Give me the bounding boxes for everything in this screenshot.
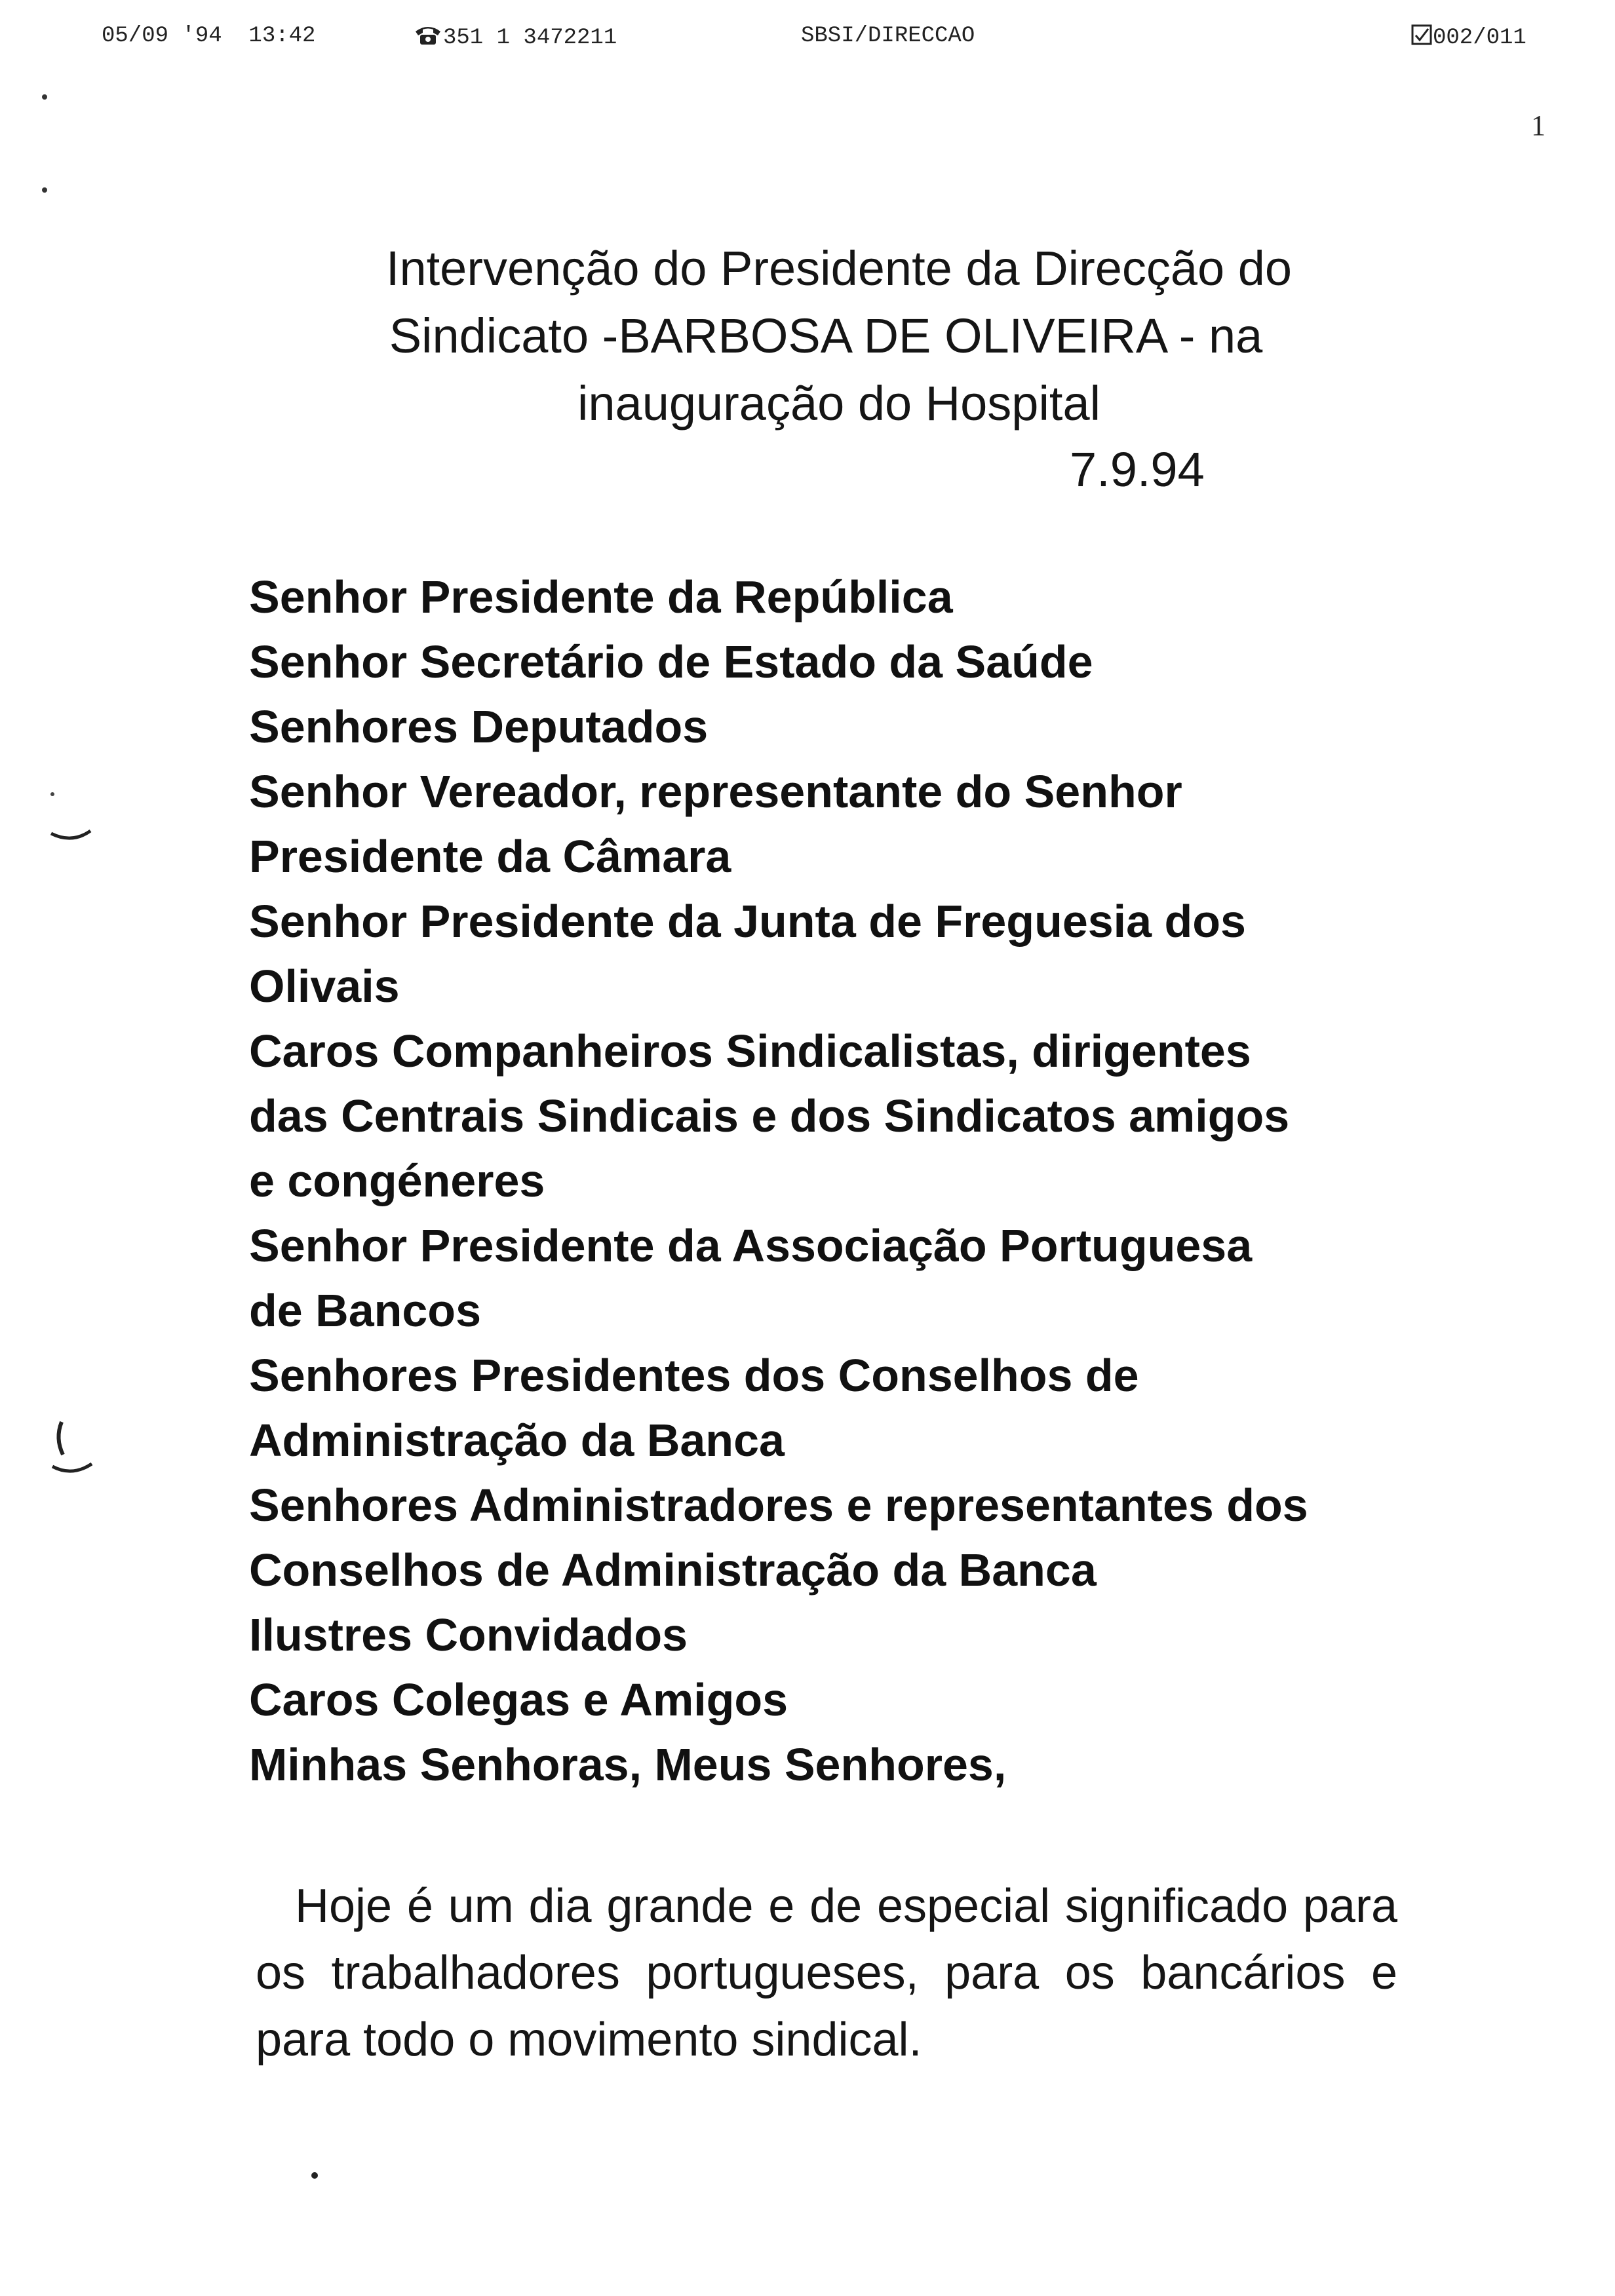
scan-speck bbox=[39, 183, 52, 197]
salutation-line: Caros Companheiros Sindicalistas, dirigentes bbox=[249, 1025, 1251, 1077]
fax-phone-number bbox=[413, 24, 617, 50]
salutation-line: Administração da Banca bbox=[249, 1415, 785, 1466]
fax-sender: SBSI/DIRECCAO bbox=[801, 24, 975, 48]
salutation-line: Ilustres Convidados bbox=[249, 1609, 688, 1660]
punch-hole-mark bbox=[39, 786, 98, 845]
document-check-icon bbox=[1411, 24, 1433, 46]
fax-phone-text: 351 1 3472211 bbox=[443, 26, 617, 50]
title-line-2: Sindicato -BARBOSA DE OLIVEIRA - na bbox=[389, 309, 1263, 363]
page-number: 1 bbox=[1531, 109, 1546, 142]
fax-page-text: 002/011 bbox=[1433, 26, 1527, 50]
salutation-line: de Bancos bbox=[249, 1285, 481, 1336]
salutations-list bbox=[249, 565, 1494, 1797]
salutation-line: Senhor Presidente da República bbox=[249, 571, 953, 622]
salutation-line: Caros Colegas e Amigos bbox=[249, 1674, 788, 1725]
scan-speck bbox=[308, 2169, 321, 2182]
salutation-line: Senhor Presidente da Associação Portuguesa bbox=[249, 1220, 1253, 1271]
punch-hole-mark bbox=[39, 1409, 98, 1481]
scan-speck bbox=[39, 92, 52, 105]
salutation-line: e congéneres bbox=[249, 1155, 545, 1206]
salutation-line: Minhas Senhoras, Meus Senhores, bbox=[249, 1739, 1007, 1790]
salutation-line: Presidente da Câmara bbox=[249, 831, 731, 882]
salutation-line: Senhores Presidentes dos Conselhos de bbox=[249, 1350, 1139, 1401]
salutation-line: das Centrais Sindicais e dos Sindicatos amigos bbox=[249, 1090, 1290, 1141]
salutation-line: Senhor Vereador, representante do Senhor bbox=[249, 766, 1182, 817]
phone-icon bbox=[413, 24, 443, 46]
body-paragraph: Hoje é um dia grande e de especial significado para os trabalhadores portugueses, para os bancários e para todo o movimento sindical. bbox=[256, 1880, 1397, 2066]
salutation-line: Senhor Secretário de Estado da Saúde bbox=[249, 636, 1093, 687]
salutation-line: Senhores Administradores e representantes dos bbox=[249, 1480, 1308, 1531]
fax-page-count bbox=[1411, 24, 1527, 50]
title-line-3: inauguração do Hospital bbox=[577, 376, 1101, 430]
salutation-line: Olivais bbox=[249, 961, 400, 1012]
speech-date: 7.9.94 bbox=[1070, 442, 1205, 497]
salutation-line: Senhores Deputados bbox=[249, 701, 709, 752]
fax-date-time: 05/09 '94 13:42 bbox=[102, 24, 316, 48]
title-line-1: Intervenção do Presidente da Direcção do bbox=[385, 241, 1293, 296]
salutation-line: Senhor Presidente da Junta de Freguesia dos bbox=[249, 896, 1246, 947]
salutation-line: Conselhos de Administração da Banca bbox=[249, 1544, 1097, 1596]
